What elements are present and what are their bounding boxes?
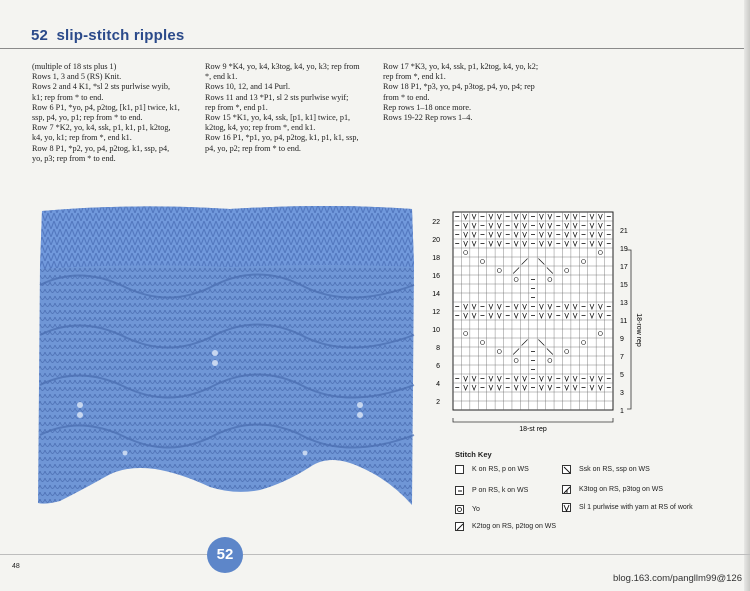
- chart-row-number: 5: [620, 372, 624, 379]
- chart-row-number: 19: [620, 246, 628, 253]
- page-badge: 52: [207, 537, 243, 573]
- key-item-k3tog: K3tog on RS, p3tog on WS: [562, 485, 663, 494]
- chart-row-number: 21: [620, 228, 628, 235]
- chart-row-number: 20: [432, 237, 440, 244]
- row-rep-bracket: [627, 250, 631, 409]
- instruction-line: Rows 11 and 13 *P1, sl 2 sts purlwise wyif;: [205, 92, 349, 102]
- chart-row-number: 2: [436, 399, 440, 406]
- chart-row-number: 16: [432, 273, 440, 280]
- instruction-line: Rows 2 and 4 K1, *sl 2 sts purlwise wyib,: [32, 82, 171, 92]
- instruction-line: Row 17 *K3, yo, k4, ssk, p1, k2tog, k4, yo, k2;: [383, 62, 539, 71]
- instruction-line: (multiple of 18 sts plus 1): [32, 62, 117, 71]
- instruction-line: Row 16 P1, *p1, yo, p4, p2tog, k1, p1, k1, ssp,: [205, 133, 359, 143]
- pattern-number: 52: [31, 27, 49, 44]
- instruction-line: Rows 10, 12, and 14 Purl.: [205, 82, 291, 92]
- chart-row-number: 12: [432, 309, 440, 316]
- instruction-line: Row 6 P1, *yo, p4, p2tog, [k1, p1] twice, k1,: [32, 102, 180, 112]
- stitch-chart: [418, 210, 640, 435]
- chart-row-number: 9: [620, 336, 624, 343]
- chart-row-number: 3: [620, 390, 624, 397]
- chart-row-number: 4: [436, 381, 440, 388]
- instructions-column-3: [383, 62, 558, 123]
- instruction-line: k2tog, k4, yo; rep from *, end k1.: [205, 123, 316, 133]
- instruction-line: Row 7 *K2, yo, k4, ssk, p1, k1, p1, k2tog,: [32, 123, 171, 133]
- instruction-line: Row 18 P1, *p3, yo, p4, p3tog, p4, yo, p4; rep: [383, 82, 535, 92]
- watermark: blog.163.com/pangllm99@126: [612, 573, 742, 584]
- instruction-line: Rows 1, 3 and 5 (RS) Knit.: [32, 72, 122, 82]
- footer-rule: [0, 554, 750, 555]
- chart-row-number: 22: [432, 219, 440, 226]
- instruction-line: *, end k1.: [205, 72, 238, 82]
- key-item-ssk: Ssk on RS, ssp on WS: [562, 465, 650, 474]
- instruction-line: from * to end.: [383, 92, 430, 102]
- pattern-title: [31, 27, 184, 44]
- chart-row-number: 7: [620, 354, 624, 361]
- instruction-line: Rep rows 1–18 once more.: [383, 102, 471, 112]
- ssk-square-icon: [562, 465, 571, 474]
- chart-row-number: 15: [620, 282, 628, 289]
- knitted-swatch-photo: [30, 205, 422, 508]
- instruction-line: rep from *, end k1.: [383, 72, 446, 82]
- instruction-line: rep from *, end p1.: [205, 102, 268, 112]
- chart-row-number: 18: [432, 255, 440, 262]
- chart-left-numbers: [432, 219, 440, 406]
- instruction-line: p4, yo, p2; rep from * to end.: [205, 143, 301, 153]
- stitch-rep-bracket: [453, 418, 613, 422]
- instruction-line: Row 9 *K4, yo, k4, k3tog, k4, yo, k3; rep from: [205, 62, 360, 71]
- page-binding: [744, 0, 750, 591]
- folio-number: 48: [12, 563, 20, 570]
- chart-row-number: 17: [620, 264, 628, 271]
- chart-right-numbers: [620, 228, 628, 415]
- key-item-knit: K on RS, p on WS: [455, 465, 529, 474]
- chart-row-number: 11: [620, 318, 628, 325]
- instructions-column-2: [205, 62, 380, 154]
- instruction-line: ssp, p4, yo, p1; rep from * to end.: [32, 113, 143, 123]
- instruction-line: Row 15 *K1, yo, k4, ssk, [p1, k1] twice, p1,: [205, 113, 351, 123]
- blank-square-icon: [455, 465, 464, 474]
- instruction-line: k1; rep from * to end.: [32, 92, 104, 102]
- row-rep-label: 18-row rep: [635, 313, 642, 347]
- slip-square-icon: [562, 503, 571, 512]
- chart-row-number: 8: [436, 345, 440, 352]
- key-item-purl: P on RS, k on WS: [455, 486, 528, 495]
- instruction-line: k4, yo, k1; rep from *, end k1.: [32, 133, 132, 143]
- circle-square-icon: [455, 505, 464, 514]
- key-item-k2tog: K2tog on RS, p2tog on WS: [455, 522, 556, 531]
- instruction-line: yo, p3; rep from * to end.: [32, 153, 116, 163]
- chart-row-number: 1: [620, 408, 624, 415]
- chart-row-number: 6: [436, 363, 440, 370]
- dash-square-icon: [455, 486, 464, 495]
- key-item-slip: Sl 1 purlwise with yarn at RS of work: [562, 503, 693, 512]
- chart-row-number: 14: [432, 291, 440, 298]
- chart-grid: [453, 212, 613, 410]
- key-item-yo: Yo: [455, 505, 480, 514]
- chart-row-number: 10: [432, 327, 440, 334]
- chart-row-number: 13: [620, 300, 628, 307]
- instruction-line: Rows 19-22 Rep rows 1–4.: [383, 113, 473, 123]
- pattern-name: slip-stitch ripples: [56, 27, 185, 44]
- k2tog-square-icon: [455, 522, 464, 531]
- stitch-rep-label: 18-st rep: [519, 426, 547, 433]
- stitch-key-title: Stitch Key: [455, 450, 492, 459]
- instructions-column-1: [32, 62, 207, 164]
- instruction-line: Row 8 P1, *p2, yo, p4, p2tog, k1, ssp, p4,: [32, 143, 170, 153]
- k3tog-square-icon: [562, 485, 571, 494]
- title-rule: [0, 48, 750, 49]
